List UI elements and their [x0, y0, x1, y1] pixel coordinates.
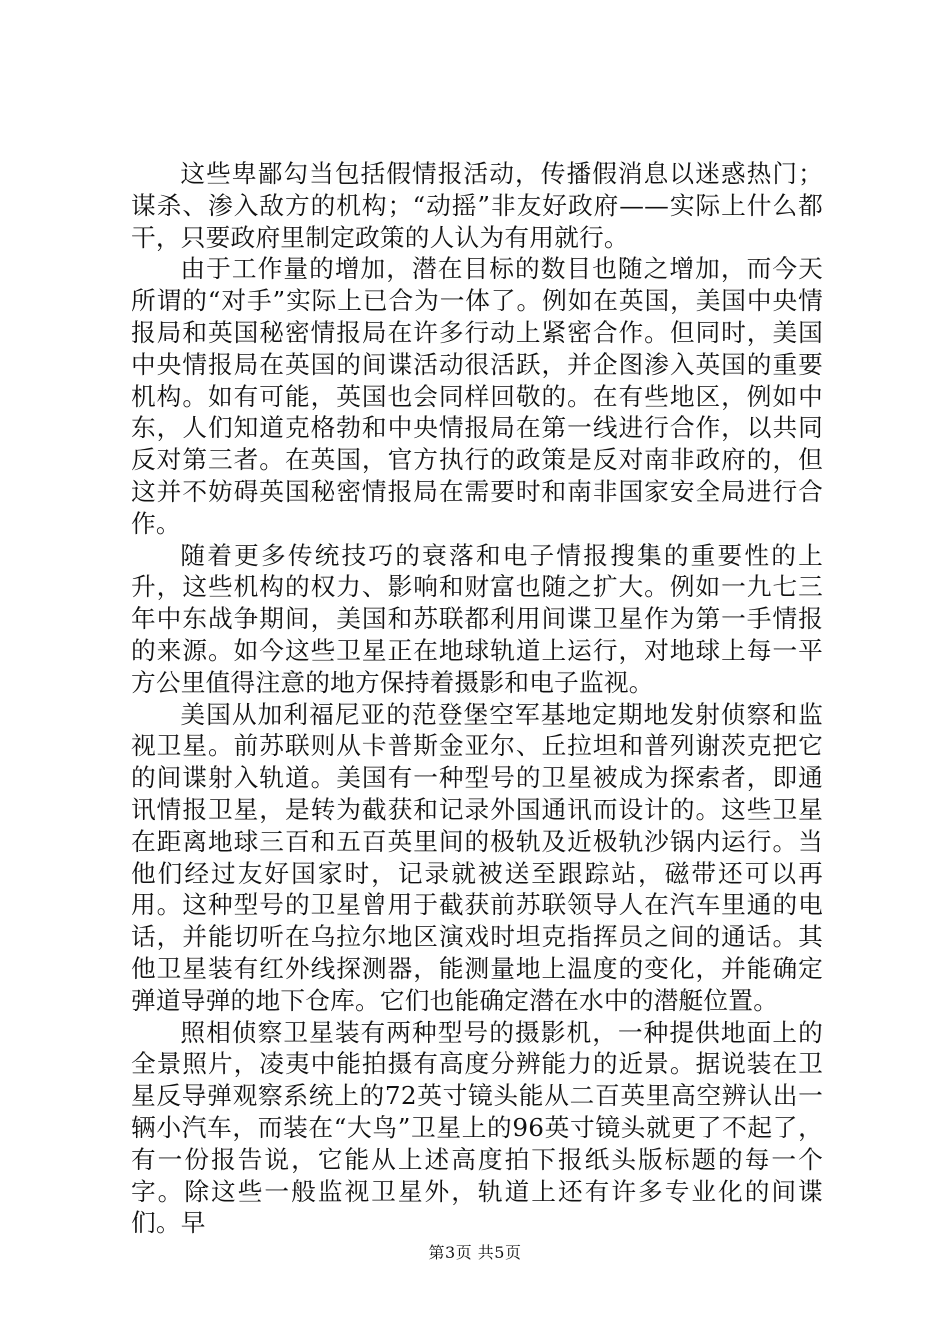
body-text	[131, 158, 823, 1239]
paragraph-4: 美国从加利福尼亚的范登堡空军基地定期地发射侦察和监视卫星。前苏联则从卡普斯金亚尔、丘拉坦和普列谢茨克把它的间谍射入轨道。美国有一种型号的卫星被成为探索者，即通讯情报卫星，是转为截获和记录外国通讯而设计的。这些卫星在距离地球三百和五百英里间的极轨及近极轨沙锅内运行。当他们经过友好国家时，记录就被送至跟踪站，磁带还可以再用。这种型号的卫星曾用于截获前苏联领导人在汽车里通的电话，并能切听在乌拉尔地区演戏时坦克指挥员之间的通话。其他卫星装有红外线探测器，能测量地上温度的变化，并能确定弹道导弹的地下仓库。它们也能确定潜在水中的潜艇位置。	[131, 699, 823, 1015]
paragraph-3: 随着更多传统技巧的衰落和电子情报搜集的重要性的上升，这些机构的权力、影响和财富也随之扩大。例如一九七三年中东战争期间，美国和苏联都利用间谍卫星作为第一手情报的来源。如今这些卫星正在地球轨道上运行，对地球上每一平方公里值得注意的地方保持着摄影和电子监视。	[131, 540, 823, 697]
paragraph-5: 照相侦察卫星装有两种型号的摄影机，一种提供地面上的全景照片，凌夷中能拍摄有高度分辨能力的近景。据说装在卫星反导弹观察系统上的72英寸镜头能从二百英里高空辨认出一辆小汽车，而装在“大鸟”卫星上的96英寸镜头就更了不起了，有一份报告说，它能从上述高度拍下报纸头版标题的每一个字。除这些一般监视卫星外，轨道上还有许多专业化的间谍们。早	[131, 1017, 823, 1238]
paragraph-1: 这些卑鄙勾当包括假情报活动，传播假消息以迷惑热门；谋杀、渗入敌方的机构；“动摇”非友好政府——实际上什么都干，只要政府里制定政策的人认为有用就行。	[131, 159, 823, 252]
paragraph-2: 由于工作量的增加，潜在目标的数目也随之增加，而今天所谓的“对手”实际上已合为一体了。例如在英国，美国中央情报局和英国秘密情报局在许多行动上紧密合作。但同时，美国中央情报局在英国的间谍活动很活跃，并企图渗入英国的重要机构。如有可能，英国也会同样回敬的。在有些地区，例如中东，人们知道克格勃和中央情报局在第一线进行合作，以共同反对第三者。在英国，官方执行的政策是反对南非政府的，但这并不妨碍英国秘密情报局在需要时和南非国家安全局进行合作。	[131, 254, 823, 538]
page-number-footer: 第3页 共5页	[428, 1243, 522, 1262]
